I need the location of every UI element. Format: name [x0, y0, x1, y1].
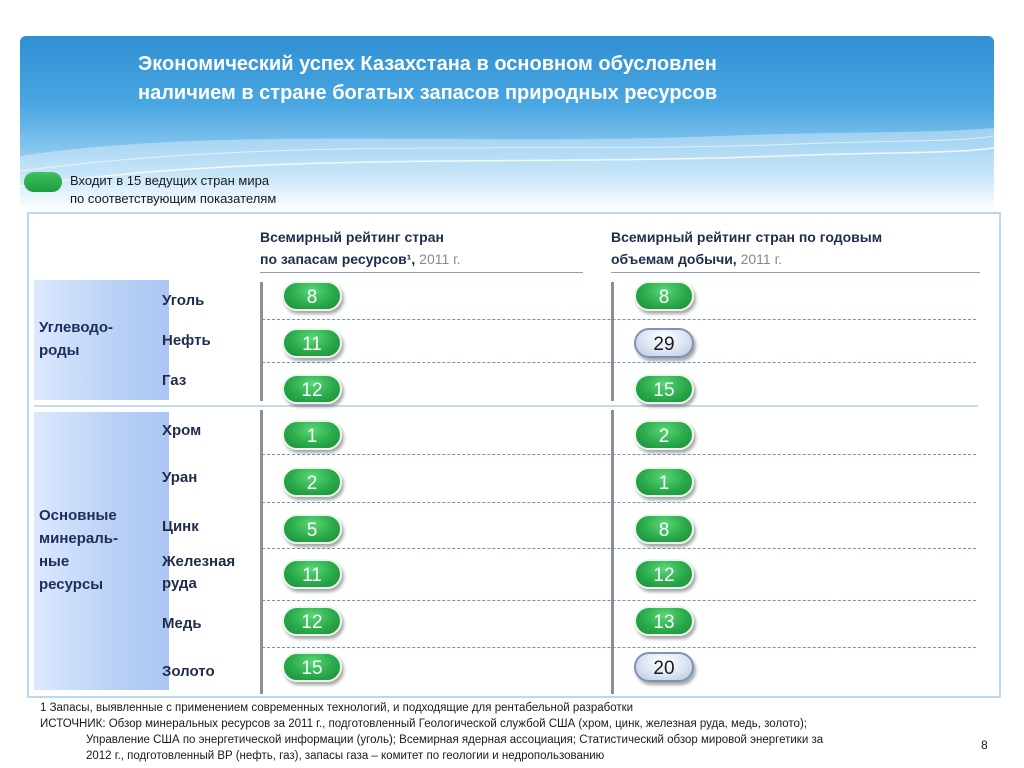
rank-pill-production-oil: 29 — [634, 328, 694, 358]
row-divider — [262, 502, 976, 503]
footnotes — [40, 700, 980, 764]
rank-pill-production-coal: 8 — [634, 281, 694, 311]
row-label-gold: Золото — [162, 663, 215, 680]
reserves-header-line-2 — [260, 248, 590, 270]
rank-pill-production-uranium: 1 — [634, 467, 694, 497]
group-hydrocarbons — [34, 280, 169, 400]
row-divider — [262, 454, 976, 455]
rank-pill-reserves-chrome: 1 — [282, 420, 342, 450]
title-line-1: Экономический успех Казахстана в основном обусловлен — [138, 53, 717, 75]
reserves-column-bar — [260, 410, 263, 694]
page-title — [138, 50, 858, 108]
page-number: 8 — [981, 738, 988, 752]
reserves-column-bar — [260, 282, 263, 401]
group-hydrocarbons-line-1: Углеводо- — [39, 319, 113, 336]
row-label-oil: Нефть — [162, 332, 211, 349]
rank-pill-production-zinc: 8 — [634, 514, 694, 544]
row-label-uranium: Уран — [162, 469, 198, 486]
row-label-zinc: Цинк — [162, 518, 199, 535]
row-label-iron-ore-line-1: Железная — [162, 553, 236, 570]
title-line-2: наличием в стране богатых запасов природных ресурсов — [138, 82, 718, 104]
rank-pill-reserves-gas: 12 — [282, 374, 342, 404]
row-divider — [262, 319, 976, 320]
production-header-underline — [611, 272, 980, 273]
row-label-iron-ore-line-2: руда — [162, 575, 197, 592]
rank-pill-production-chrome: 2 — [634, 420, 694, 450]
row-label-copper: Медь — [162, 615, 202, 632]
group-minerals-line-3: ные — [39, 553, 70, 570]
source-line-2: Управление США по энергетической информации (уголь); Всемирная ядерная ассоциация; Статистический обзор мировой энергетики за — [86, 734, 824, 746]
rank-pill-reserves-copper: 12 — [282, 606, 342, 636]
rank-pill-production-gold: 20 — [634, 652, 694, 682]
production-header-year: 2011 г. — [740, 251, 782, 267]
group-minerals-line-4: ресурсы — [39, 576, 104, 593]
footnote-1: 1 Запасы, выявленные с применением современных технологий, и подходящие для рентабельной разработки — [40, 702, 634, 714]
rank-pill-production-copper: 13 — [634, 606, 694, 636]
column-header-production — [611, 226, 981, 270]
rank-pill-production-gas: 15 — [634, 374, 694, 404]
group-minerals-line-1: Основные — [39, 507, 117, 524]
rank-pill-reserves-zinc: 5 — [282, 514, 342, 544]
row-label-gas: Газ — [162, 372, 187, 389]
group-minerals-line-2: минераль- — [39, 530, 118, 547]
source-line-3: 2012 г., подготовленный BP (нефть, газ), запасы газа – комитет по геологии и недропользованию — [86, 750, 605, 762]
reserves-header-line-1: Всемирный рейтинг стран — [260, 229, 444, 245]
rank-pill-reserves-coal: 8 — [282, 281, 342, 311]
legend-line-2: по соответствующим показателям — [70, 191, 277, 206]
group-minerals — [34, 412, 169, 690]
rank-pill-reserves-oil: 11 — [282, 328, 342, 358]
rank-pill-reserves-iron-ore: 11 — [282, 559, 342, 589]
reserves-header-underline — [260, 272, 583, 273]
legend-green-marker — [24, 172, 62, 192]
reserves-header-text: по запасам ресурсов¹, — [260, 251, 416, 267]
rank-pill-reserves-uranium: 2 — [282, 467, 342, 497]
group-hydrocarbons-line-2: роды — [39, 342, 80, 359]
row-divider — [262, 548, 976, 549]
source-line-1: ИСТОЧНИК: Обзор минеральных ресурсов за 2011 г., подготовленный Геологической службой США (хром, цинк, железная руда, медь, золото); — [40, 718, 807, 730]
column-header-reserves — [260, 226, 590, 270]
production-column-bar — [611, 410, 614, 694]
row-divider — [262, 600, 976, 601]
group-separator — [34, 405, 978, 407]
row-label-coal: Уголь — [162, 292, 205, 309]
reserves-header-year: 2011 г. — [419, 251, 461, 267]
production-column-bar — [611, 282, 614, 401]
production-header-line-1: Всемирный рейтинг стран по годовым — [611, 229, 883, 245]
production-header-line-2 — [611, 248, 981, 270]
rank-pill-production-iron-ore: 12 — [634, 559, 694, 589]
legend-text — [70, 172, 370, 208]
production-header-text: объемам добычи, — [611, 251, 737, 267]
row-label-chrome: Хром — [162, 422, 202, 439]
row-divider — [262, 647, 976, 648]
rank-pill-reserves-gold: 15 — [282, 652, 342, 682]
row-label-iron-ore — [162, 551, 235, 595]
row-divider — [262, 362, 976, 363]
legend-line-1: Входит в 15 ведущих стран мира — [70, 173, 270, 188]
